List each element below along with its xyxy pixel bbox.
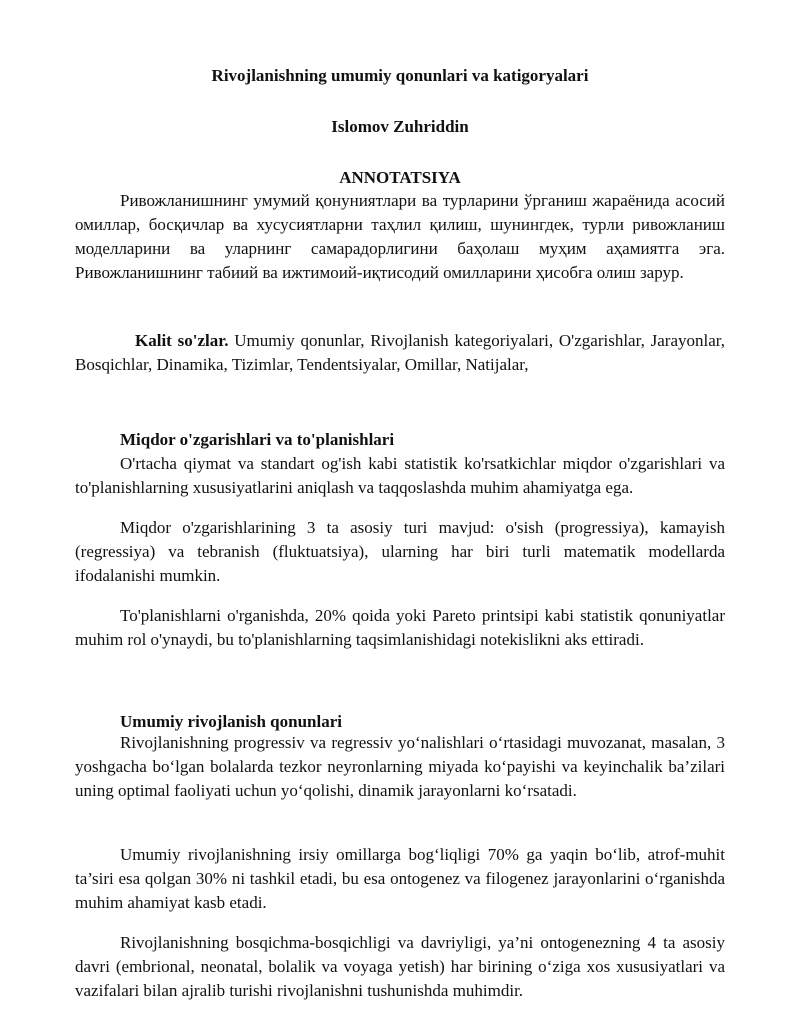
section2-paragraph: Umumiy rivojlanishning irsiy omillarga bog‘liqligi 70% ga yaqin bo‘lib, atrof-muhit ta’siri esa qolgan 30% ni tashkil etadi, bu esa ontogenez va filogenez jarayonlarini o‘rganishda muhim ahamiyat kasb etadi. [75,845,725,912]
section2-paragraph: Rivojlanishning progressiv va regressiv yo‘nalishlari o‘rtasidagi muvozanat, masalan, 3 yoshgacha bo‘lgan bolalarda tezkor neyronlarning miyada ko‘payishi va keyinchalik ba’zilari uning optimal faoliyati uchun yo‘qolishi, dinamik jarayonlarni ko‘rsatadi. [75,733,725,800]
section2-paragraph: Rivojlanishning bosqichma-bosqichligi va davriyligi, ya’ni ontogenezning 4 ta asosiy davri (embrional, neonatal, bolalik va voyaga yetish) har birining o‘ziga xos xususiyatlari va vazifalari bilan ajralib turishi rivojlanishni tushunishda muhimdir. [75,933,725,1000]
section-heading-development-laws: Umumiy rivojlanish qonunlari [120,712,342,731]
keywords-list: Umumiy qonunlar, Rivojlanish kategoriyalari, O'zgarishlar, Jarayonlar, Bosqichlar, Dinamika, Tizimlar, Tendentsiyalar, Omillar, Natijalar, [75,331,725,374]
keywords-paragraph [75,329,725,377]
section1-paragraph: To'planishlarni o'rganishda, 20% qoida yoki Pareto printsipi kabi statistik qonuniyatlar muhim rol o'ynaydi, bu to'planishlarning taqsimlanishidagi notekislikni aks ettiradi. [75,606,725,649]
section-heading-quantity-changes: Miqdor o'zgarishlari va to'planishlari [120,430,395,449]
keywords-label: Kalit so'zlar. [135,331,229,350]
section1-paragraph: O'rtacha qiymat va standart og'ish kabi statistik ko'rsatkichlar miqdor o'zgarishlari va to'planishlarning xususiyatlarini aniqlash va taqqoslashda muhim ahamiyatga ega. [75,454,725,497]
section1-paragraph: Miqdor o'zgarishlarining 3 ta asosiy turi mavjud: o'sish (progressiya), kamayish (regressiya) va tebranish (fluktuatsiya), ularning har biri turli matematik modellarda ifodalanishi mumkin. [75,518,725,585]
abstract-text: Ривожланишнинг умумий қонуниятлари ва турларини ўрганиш жараёнида асосий омиллар, босқичлар ва хусусиятларни таҳлил қилиш, шунингдек, турли ривожланиш моделларини ва уларнинг самарадорлигини баҳолаш муҳим аҳамиятга эга. Ривожланишнинг табиий ва ижтимоий-иқтисодий омилларини ҳисобга олиш зарур. [75,191,725,282]
abstract-heading: ANNOTATSIYA [339,168,461,187]
paper-title: Rivojlanishning umumiy qonunlari va katigoryalari [211,66,589,85]
author-name: Islomov Zuhriddin [331,117,469,136]
